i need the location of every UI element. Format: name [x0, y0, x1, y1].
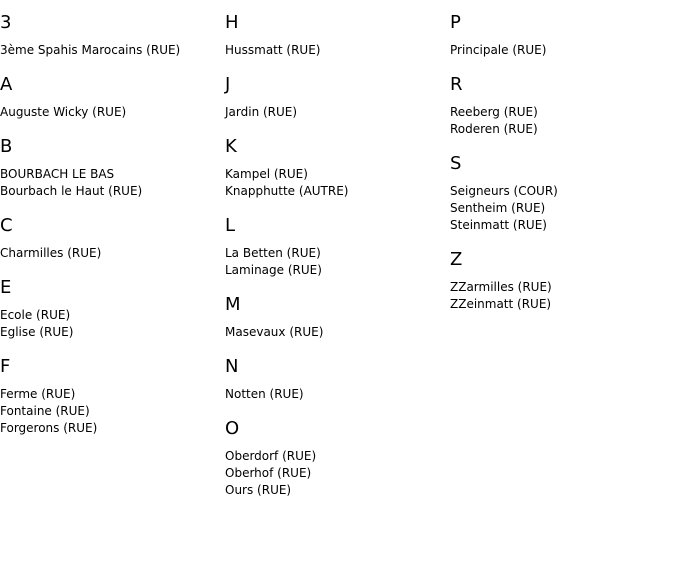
- street-link[interactable]: Eglise (RUE): [0, 325, 74, 339]
- street-list: [225, 386, 450, 403]
- letter-group: [450, 153, 675, 234]
- letter-heading: R: [450, 74, 463, 95]
- street-link[interactable]: La Betten (RUE): [225, 246, 321, 260]
- street-link[interactable]: Oberhof (RUE): [225, 466, 312, 480]
- street-link[interactable]: Ecole (RUE): [0, 308, 71, 322]
- street-list: [225, 324, 450, 341]
- street-link[interactable]: Bourbach le Haut (RUE): [0, 184, 143, 198]
- letter-group: [450, 249, 675, 313]
- street-list: [225, 104, 450, 121]
- street-link[interactable]: Principale (RUE): [450, 43, 547, 57]
- letter-group: [225, 12, 450, 59]
- letter-heading: F: [0, 356, 11, 377]
- street-list: [0, 245, 225, 262]
- letter-group: [0, 277, 225, 341]
- letter-group: [225, 215, 450, 279]
- street-link[interactable]: Seigneurs (COUR): [450, 184, 558, 198]
- letter-group: [0, 12, 225, 59]
- letter-group: [225, 294, 450, 341]
- index-column: [225, 0, 450, 499]
- street-list: [225, 166, 450, 200]
- letter-heading: O: [225, 418, 240, 439]
- index-column: [0, 0, 225, 437]
- street-link[interactable]: Knapphutte (AUTRE): [225, 184, 349, 198]
- street-link[interactable]: Reeberg (RUE): [450, 105, 538, 119]
- street-list: [0, 166, 225, 200]
- letter-group: [225, 418, 450, 499]
- street-link[interactable]: Auguste Wicky (RUE): [0, 105, 127, 119]
- letter-group: [225, 356, 450, 403]
- letter-group: [450, 12, 675, 59]
- letter-heading: S: [450, 153, 462, 174]
- street-link[interactable]: ZZeinmatt (RUE): [450, 297, 552, 311]
- index-column: [450, 0, 675, 313]
- street-link[interactable]: 3ème Spahis Marocains (RUE): [0, 43, 181, 57]
- letter-group: [0, 136, 225, 200]
- letter-heading: J: [225, 74, 231, 95]
- street-list: [0, 307, 225, 341]
- street-link[interactable]: BOURBACH LE BAS: [0, 167, 115, 181]
- letter-heading: L: [225, 215, 236, 236]
- letter-group: [0, 356, 225, 437]
- letter-heading: M: [225, 294, 241, 315]
- street-link[interactable]: Laminage (RUE): [225, 263, 322, 277]
- street-link[interactable]: Ferme (RUE): [0, 387, 76, 401]
- street-list: [450, 104, 675, 138]
- street-list: [450, 183, 675, 234]
- street-link[interactable]: Steinmatt (RUE): [450, 218, 547, 232]
- street-link[interactable]: Fontaine (RUE): [0, 404, 90, 418]
- street-link[interactable]: Forgerons (RUE): [0, 421, 98, 435]
- letter-group: [225, 136, 450, 200]
- letter-group: [450, 74, 675, 138]
- street-link[interactable]: Notten (RUE): [225, 387, 304, 401]
- letter-heading: H: [225, 12, 239, 33]
- letter-heading: B: [0, 136, 13, 157]
- letter-heading: Z: [450, 249, 463, 270]
- letter-group: [225, 74, 450, 121]
- street-link[interactable]: Charmilles (RUE): [0, 246, 102, 260]
- letter-heading: K: [225, 136, 237, 157]
- letter-heading: A: [0, 74, 13, 95]
- street-link[interactable]: Masevaux (RUE): [225, 325, 324, 339]
- street-link[interactable]: Roderen (RUE): [450, 122, 538, 136]
- letter-group: [0, 74, 225, 121]
- street-list: [225, 42, 450, 59]
- letter-heading: E: [0, 277, 12, 298]
- street-list: [0, 42, 225, 59]
- street-list: [225, 245, 450, 279]
- letter-heading: 3: [0, 12, 12, 33]
- street-link[interactable]: ZZarmilles (RUE): [450, 280, 552, 294]
- letter-heading: P: [450, 12, 461, 33]
- letter-heading: C: [0, 215, 13, 236]
- letter-heading: N: [225, 356, 239, 377]
- street-list: [225, 448, 450, 499]
- street-link[interactable]: Oberdorf (RUE): [225, 449, 317, 463]
- street-link[interactable]: Hussmatt (RUE): [225, 43, 321, 57]
- street-list: [0, 386, 225, 437]
- street-link[interactable]: Sentheim (RUE): [450, 201, 546, 215]
- letter-group: [0, 215, 225, 262]
- street-link[interactable]: Jardin (RUE): [225, 105, 298, 119]
- street-list: [0, 104, 225, 121]
- street-link[interactable]: Kampel (RUE): [225, 167, 308, 181]
- street-list: [450, 279, 675, 313]
- street-list: [450, 42, 675, 59]
- street-link[interactable]: Ours (RUE): [225, 483, 292, 497]
